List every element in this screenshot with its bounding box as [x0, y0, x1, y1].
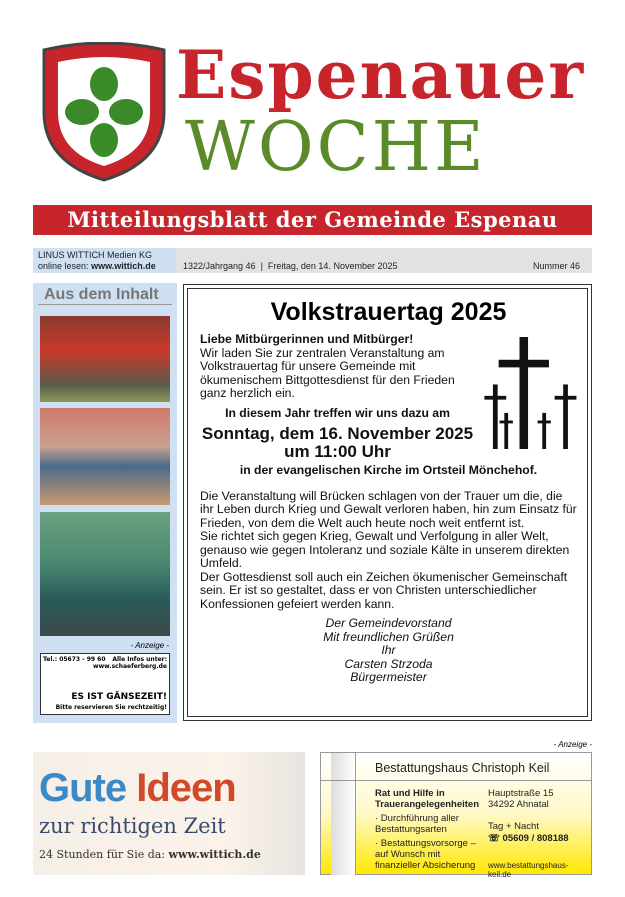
meet-text: In diesem Jahr treffen wir uns dazu am — [225, 405, 450, 420]
event-place: in der evangelischen Kirche im Ortsteil Mönchehof. — [239, 463, 538, 477]
ad-web[interactable]: www.bestattungshaus-keil.de — [488, 861, 569, 879]
greeting: Liebe Mitbürgerinnen und Mitbürger! — [200, 332, 414, 346]
photo-table-tennis-kids — [40, 408, 170, 505]
ad-headline: ES IST GÄNSEZEIT! — [71, 692, 167, 702]
info-bar — [33, 248, 592, 273]
ad-help: Trauerangelegenheiten — [375, 799, 480, 810]
photo-fire-brigade — [40, 316, 170, 402]
signature-line: Ihr — [381, 643, 396, 657]
ad-help: Rat und Hilfe in — [375, 788, 445, 799]
paragraph-2: Sie richtet sich gegen Krieg, Gewalt und Verfolgung in aller Welt, genauso wie gegen Intoleranz und soziale Kälte in unserem direkten Umfeld. — [200, 529, 570, 570]
sidebar-contents — [33, 283, 177, 723]
issue-number: Nummer 46 — [532, 261, 580, 271]
publisher: LINUS WITTICH Medien KG — [38, 250, 153, 260]
masthead-banner: Mitteilungsblatt der Gemeinde Espenau — [33, 205, 592, 235]
advertisement-wittich[interactable] — [33, 752, 305, 875]
issue-info: 1322/Jahrgang 46 | Freitag, den 14. November 2025 — [183, 261, 398, 271]
signature-line: Der Gemeindevorstand — [325, 616, 452, 630]
crosses-icon — [481, 337, 577, 449]
phone-icon: ☏ — [488, 833, 500, 844]
ad-word-1: Gute — [39, 766, 127, 810]
online-link[interactable]: www.wittich.de — [91, 261, 156, 271]
paragraph-1: Die Veranstaltung will Brücken schlagen von der Trauer um die, die ihr Leben durch Krieg und Gewalt verloren haben, hin zum Einsatz für Frieden, von dem die Welt auch heute noch weit entfernt ist. — [200, 488, 577, 530]
ad-tel: Tel.: 05673 - 99 60 — [43, 656, 106, 663]
ad-city: 34292 Ahnatal — [488, 799, 549, 810]
ad-label: - Anzeige - — [130, 641, 169, 650]
advertisement-bestattungshaus[interactable] — [320, 752, 592, 879]
advertisement-schaeferberg[interactable] — [40, 653, 170, 715]
event-date: Sonntag, dem 16. November 2025 — [201, 424, 474, 443]
ad-bullet: · Bestattungsvorsorge – auf Wunsch mit finanzieller Absicherung — [375, 838, 476, 871]
online-label: online lesen: — [38, 261, 89, 271]
signature-line: Mit freundlichen Grüßen — [323, 629, 454, 644]
ad-url[interactable]: www.wittich.de — [168, 848, 261, 861]
signature-line: Carsten Strzoda — [344, 656, 433, 671]
ad-sub: Bitte reservieren Sie rechtzeitig! — [55, 704, 167, 711]
intro: Wir laden Sie zur zentralen Veranstaltung am Volkstrauertag für unsere Gemeinde mit ökumenischem Bittgottesdienst für den Frieden ganz herzlich ein. — [200, 345, 455, 400]
event-time: um 11:00 Uhr — [284, 442, 391, 461]
paragraph-3: Der Gottesdienst soll auch ein Zeichen ökumenischer Gemeinschaft sein. Er ist so gestaltet, dass er von Christen unterschiedlicher Konfessionen gefeiert werden kann. — [200, 569, 568, 611]
ad-url: www.schaeferberg.de — [93, 663, 167, 670]
ad-bullet: · Durchführung aller Bestattungsarten — [375, 813, 459, 835]
ad-company-name: Bestattungshaus Christoph Keil — [375, 761, 550, 775]
coat-of-arms-logo — [40, 42, 168, 182]
sidebar-heading: Aus dem Inhalt — [38, 283, 172, 305]
ad-street: Hauptstraße 15 — [488, 788, 554, 799]
masthead-title: Espenauer — [176, 36, 586, 114]
ad-label: - Anzeige - — [553, 740, 592, 749]
article-title: Volkstrauertag 2025 — [270, 298, 507, 326]
masthead-subtitle: WOCHE — [185, 108, 487, 187]
signature-line: Bürgermeister — [350, 670, 427, 684]
ad-word-2: Ideen — [136, 766, 236, 810]
photo-table-tennis-player — [40, 512, 170, 636]
ad-hours: Tag + Nacht — [488, 821, 539, 832]
ad-info: Alle Infos unter: — [112, 656, 167, 663]
ad-phone: 05609 / 808188 — [502, 833, 569, 844]
ad-hours: 24 Stunden für Sie da: — [39, 848, 166, 861]
ad-tagline: zur richtigen Zeit — [39, 814, 226, 838]
article-volkstrauertag — [183, 284, 592, 721]
